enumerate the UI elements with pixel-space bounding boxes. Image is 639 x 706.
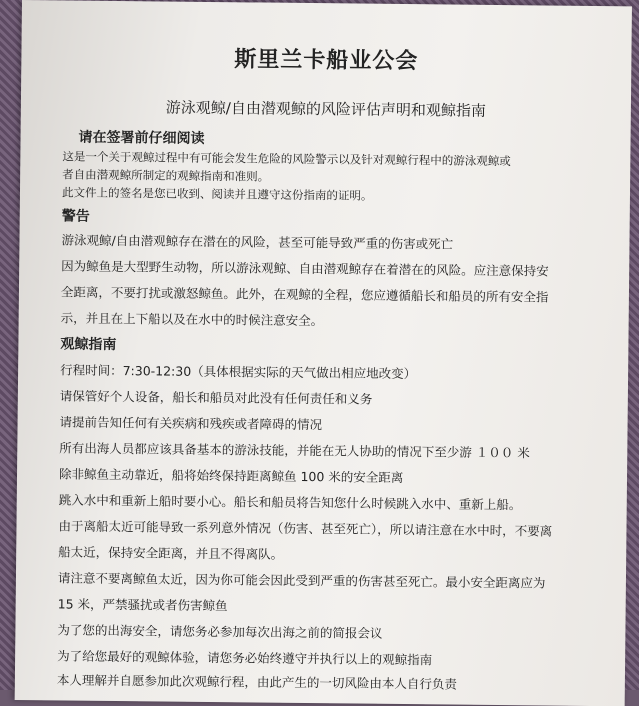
guide-line: 除非鲸鱼主动靠近，船将始终保持距离鲸鱼 100 米的安全距离 xyxy=(58,466,404,486)
warning-line: 因为鲸鱼是大型野生动物，所以游泳观鲸、自由潜观鲸存在着潜在的风险。应注意保持安 xyxy=(61,258,549,279)
guide-line: 船太近，保持安全距离，并且不得离队。 xyxy=(58,544,284,562)
read-notice: 请在签署前仔细阅读 xyxy=(78,129,205,147)
guide-line: 所有出海人员都应该具备基本的游泳技能，并能在无人协助的情况下至少游 １００ 米 xyxy=(59,440,530,461)
warning-line: 全距离，不要打扰或激怒鲸鱼。此外，在观鲸的全程，您应遵循船长和船员的所有安全指 xyxy=(60,284,549,305)
warning-line: 示，并且在上下船以及在水中的时候注意安全。 xyxy=(60,310,324,329)
document-subtitle: 游泳观鲸/自由潜观鲸的风险评估声明和观鲸指南 xyxy=(165,98,486,120)
intro-line: 此文件上的签名是您已收到、阅读并且遵守这份指南的证明。 xyxy=(61,185,373,203)
guide-line: 由于离船太近可能导致一系列意外情况（伤害、甚至死亡），所以请注意在水中时，不要离 xyxy=(58,518,553,539)
guide-line: 本人理解并自愿参加此次观鲸行程，由此产生的一切风险由本人自行负责 xyxy=(56,672,457,692)
intro-line: 这是一个关于观鲸过程中有可能会发生危险的风险警示以及针对观鲸行程中的游泳观鲸或 xyxy=(62,149,511,169)
guide-line: 请提前告知任何有关疾病和残疾或者障碍的情况 xyxy=(59,414,323,433)
guide-line: 跳入水中和重新上船时要小心。船长和船员将告知您什么时候跳入水中、重新上船。 xyxy=(58,492,522,513)
guide-line: 为了给您最好的观鲸体验，请您务必始终遵守并执行以上的观鲸指南 xyxy=(57,648,433,668)
guide-heading: 观鲸指南 xyxy=(60,336,117,354)
intro-line: 者自由潜观鲸所制定的观鲸指南和准则。 xyxy=(62,167,270,184)
guide-line: 15 米，严禁骚扰或者伤害鲸鱼 xyxy=(57,596,228,614)
warning-heading: 警告 xyxy=(61,208,90,225)
document-title: 斯里兰卡船业公会 xyxy=(234,47,419,75)
warning-line: 游泳观鲸/自由潜观鲸存在潜在的风险，甚至可能导致严重的伤害或死亡 xyxy=(61,232,454,252)
guide-line: 为了您的出海安全，请您务必参加每次出海之前的简报会议 xyxy=(57,622,383,641)
guide-line: 请保管好个人设备，船长和船员对此没有任何责任和义务 xyxy=(59,388,373,407)
guide-line: 请注意不要离鲸鱼太近，因为你可能会因此受到严重的伤害甚至死亡。最小安全距离应为 xyxy=(57,570,546,591)
document-page xyxy=(15,0,632,706)
guide-line: 行程时间：7:30-12:30（具体根据实际的天气做出相应地改变） xyxy=(60,362,417,382)
